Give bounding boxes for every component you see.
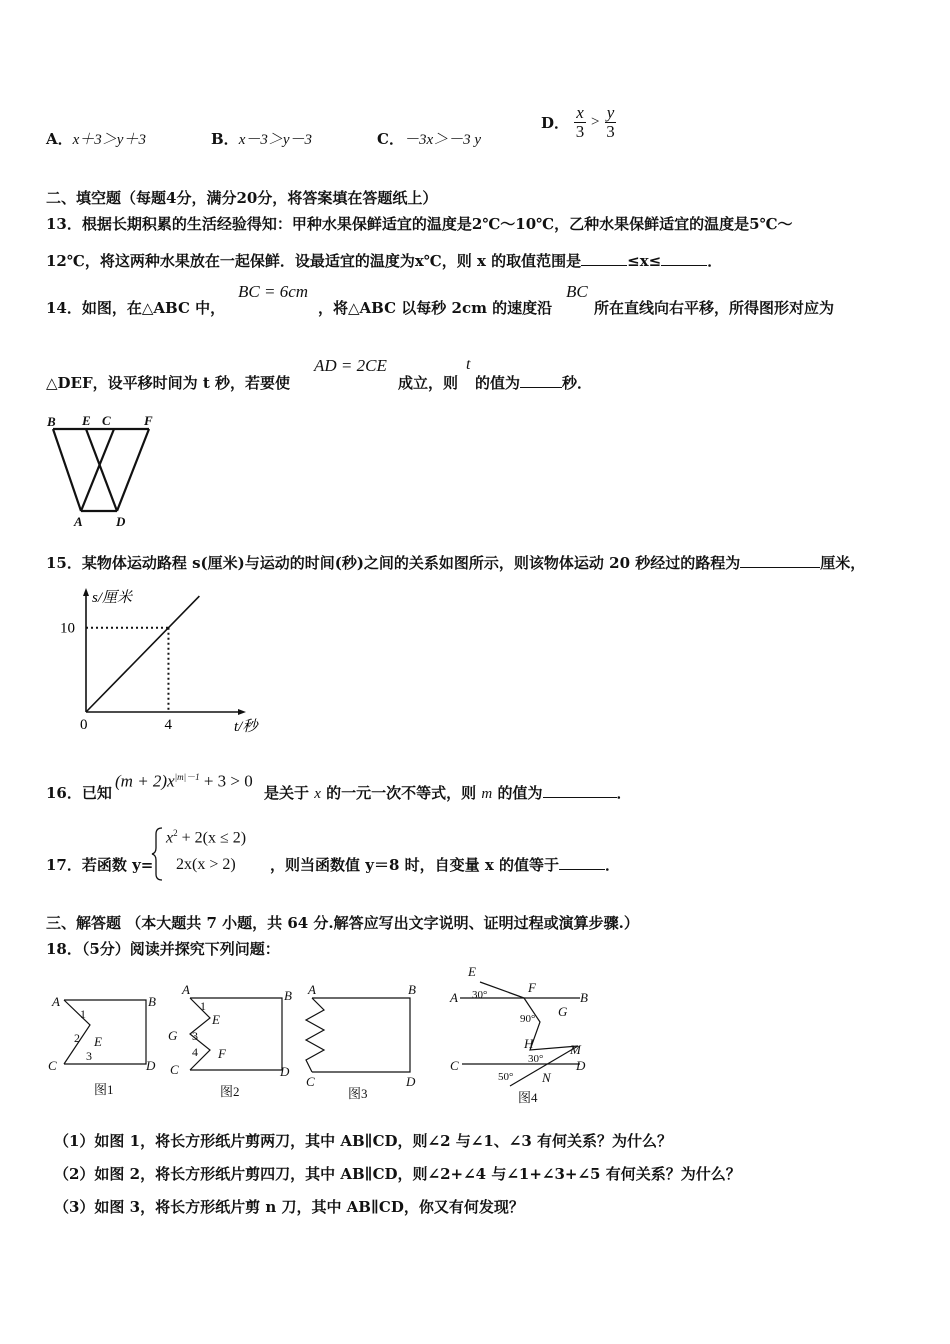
y-axis-label: s/厘米 — [92, 590, 133, 606]
q18-sub3: （3）如图 3，将长方形纸片剪 n 刀，其中 AB∥CD，你又有何发现？ — [54, 1198, 524, 1216]
x-tick-label: 0 — [80, 717, 88, 733]
q14-math-bc: BC = 6cm — [238, 282, 309, 301]
q18-intro: 18．（5分）阅读并探究下列问题： — [46, 940, 280, 958]
q14-text: 14．如图，在△ABC 中， — [46, 299, 226, 317]
denominator: 3 — [575, 122, 585, 141]
option-label: A． — [46, 130, 73, 148]
q17-case1 — [166, 828, 246, 847]
fig3-label-0: A — [308, 982, 316, 997]
var-m: m — [481, 786, 493, 802]
fig1-caption: 图1 — [94, 1082, 114, 1097]
label-c: C — [102, 413, 111, 428]
option-label: C． — [377, 130, 404, 148]
q14-line2: △DEF，设平移时间为 t 秒，若要使 — [46, 374, 291, 392]
y-axis-arrow — [83, 588, 89, 596]
case-text: + 2(x ≤ 2) — [177, 829, 247, 847]
answer-blank[interactable] — [661, 251, 707, 266]
answer-blank[interactable] — [740, 553, 820, 568]
q14-math-ad: AD = 2CE — [314, 356, 387, 375]
x-tick-label: 4 — [164, 717, 172, 733]
fig4-label-3: A — [450, 990, 458, 1005]
q15-text: 15．某物体运动路程 s(厘米)与运动的时间(秒)之间的关系如图所示，则该物体运动 20 秒经过的路程为 — [46, 554, 741, 572]
fig1-label-4: E — [94, 1034, 102, 1049]
x-axis-label: t/秒 — [234, 719, 258, 735]
figure-3 — [306, 998, 410, 1072]
fig2-label-5: 3 — [192, 1029, 198, 1043]
line-ac — [81, 429, 114, 511]
fig3-zigzag — [306, 998, 324, 1072]
fig3-label-2: C — [306, 1074, 315, 1089]
fig2-label-9: D — [280, 1064, 290, 1079]
q14-math-bc2: BC — [566, 282, 588, 301]
option-label: B． — [211, 130, 239, 148]
label-d: D — [116, 514, 126, 529]
q13-end: ． — [707, 252, 723, 270]
q16-text-b: 的一元一次不等式，则 — [326, 784, 477, 802]
fig2-label-0: A — [182, 982, 190, 997]
fig4-label-13: D — [576, 1058, 586, 1073]
fig2-label-1: B — [284, 988, 292, 1003]
fig2-label-8: C — [170, 1062, 179, 1077]
case-text: x — [166, 829, 174, 847]
line-df — [117, 429, 149, 511]
q13-line1: 13．根据长期积累的生活经验得知：甲种水果保鲜适宜的温度是2℃～10℃，乙种水果保鲜适宜的温度是5℃～ — [46, 215, 793, 233]
fig4-label-12: N — [542, 1070, 551, 1085]
q14-line1 — [46, 297, 225, 318]
q13-line2 — [46, 250, 722, 271]
fig2-label-3: E — [212, 1012, 220, 1027]
option-expr: －3x＞－3 y — [403, 132, 482, 148]
exponent: 2 — [173, 828, 178, 838]
fraction-y-over-3 — [605, 104, 617, 141]
option-expr: x＋3＞y＋3 — [72, 132, 146, 148]
q16-inequality — [115, 770, 253, 792]
q16-end: ． — [616, 784, 632, 802]
fig4-label-8: 30° — [528, 1053, 544, 1065]
fig4-label-2: F — [528, 980, 536, 995]
fig2-label-6: 4 — [192, 1045, 198, 1059]
series-line — [86, 596, 199, 712]
q14-text: 秒． — [562, 374, 593, 392]
q12-option-a — [46, 128, 146, 149]
label-b: B — [47, 414, 56, 429]
fig4-label-9: M — [570, 1042, 581, 1057]
fig4-label-1: 30° — [472, 989, 488, 1001]
expr-part: + 3 > 0 — [199, 771, 253, 791]
q14-line1b: ，将△ABC 以每秒 2cm 的速度沿 — [318, 299, 553, 317]
q15-distance-time-chart — [58, 586, 258, 735]
fig4-label-6: G — [558, 1004, 568, 1019]
var-x: x — [314, 786, 321, 802]
option-expr: x－3＞y－3 — [238, 132, 313, 148]
fraction-x-over-3 — [574, 104, 586, 141]
q18-sub2: （2）如图 2，将长方形纸片剪四刀，其中 AB∥CD，则∠2+∠4 与∠1+∠3+∠5 有何关系？为什么？ — [54, 1165, 741, 1183]
denominator: 3 — [606, 122, 615, 141]
fig1-label-2: 1 — [80, 1007, 86, 1021]
fig2-label-2: 1 — [200, 999, 206, 1013]
line-ba — [53, 429, 81, 511]
line-ed — [86, 429, 117, 511]
fig4-label-5: 90° — [520, 1013, 536, 1025]
answer-blank[interactable] — [520, 373, 562, 388]
fig2-caption: 图2 — [220, 1084, 240, 1099]
q14-math-t: t — [466, 356, 471, 373]
q16-text — [264, 782, 632, 803]
q18-figures — [40, 960, 600, 1110]
label-f: F — [144, 413, 153, 428]
fig2-label-7: F — [218, 1046, 226, 1061]
numerator: y — [606, 103, 615, 122]
answer-blank[interactable] — [543, 783, 617, 798]
label-e: E — [82, 413, 91, 428]
piecewise-brace — [150, 826, 166, 882]
q14-line2b: 成立，则 — [398, 374, 459, 392]
label-a: A — [74, 514, 83, 529]
q12-option-c — [377, 128, 481, 149]
q14-line1c: 所在直线向右平移，所得图形对应为 — [594, 299, 835, 317]
q16-text-a: 是关于 — [264, 784, 310, 802]
fig4-caption: 图4 — [518, 1090, 538, 1105]
numerator: x — [576, 103, 584, 122]
q17-label: 17．若函数 y= — [46, 856, 154, 874]
fig3-label-1: B — [408, 982, 416, 997]
fig1-label-3: 2 — [74, 1031, 80, 1045]
q16-text-c: 的值为 — [497, 784, 543, 802]
q13-mid: ≤x≤ — [627, 252, 662, 270]
fig4-label-10: C — [450, 1058, 459, 1073]
exponent: |m|－1 — [174, 772, 200, 782]
q17-end: ． — [605, 856, 621, 874]
q17-case2: 2x(x > 2) — [176, 856, 236, 873]
expr-part: (m + 2)x — [115, 771, 175, 791]
q16-label: 16．已知 — [46, 784, 112, 802]
q14-text: 的值为 — [475, 374, 521, 392]
fig4-label-11: 50° — [498, 1071, 514, 1083]
q13-text: 12℃，将这两种水果放在一起保鲜．设最适宜的温度为x℃，则 x 的取值范围是 — [46, 252, 582, 270]
q12-option-b — [211, 128, 312, 149]
fig3-label-3: D — [406, 1074, 416, 1089]
q15-line — [46, 552, 865, 573]
q14-line2c — [475, 372, 592, 393]
q18-sub1: （1）如图 1，将长方形纸片剪两刀，其中 AB∥CD，则∠2 与∠1、∠3 有何关系？为什么？ — [54, 1132, 672, 1150]
fig1-label-5: 3 — [86, 1049, 92, 1063]
fig1-label-1: B — [148, 994, 156, 1009]
fig3-rectangle — [312, 998, 410, 1072]
q15-unit: 厘米， — [820, 554, 866, 572]
option-label: D． — [541, 114, 570, 132]
q12-option-d — [541, 104, 616, 141]
section-3-heading: 三、解答题 （本大题共 7 小题，共 64 分.解答应写出文字说明、证明过程或演算步骤.） — [46, 914, 639, 932]
fig4-label-7: H — [524, 1036, 534, 1051]
fig2-label-4: G — [168, 1028, 178, 1043]
section-2-heading: 二、填空题（每题4分，满分20分，将答案填在答题纸上） — [46, 189, 438, 207]
fig4-label-4: B — [580, 990, 588, 1005]
q14-triangle-figure — [44, 412, 164, 534]
fig1-label-6: C — [48, 1058, 57, 1073]
fig3-caption: 图3 — [348, 1086, 368, 1101]
x-axis-arrow — [238, 709, 246, 715]
q17-question: ，则当函数值 y＝8 时，自变量 x 的值等于 — [270, 856, 559, 874]
y-tick-label: 10 — [60, 620, 75, 637]
answer-blank[interactable] — [559, 855, 605, 870]
fig1-label-0: A — [52, 994, 60, 1009]
fig1-label-7: D — [146, 1058, 156, 1073]
q17-text — [270, 854, 620, 875]
fig4-label-0: E — [468, 964, 476, 979]
gt-sign: > — [591, 114, 600, 130]
answer-blank[interactable] — [581, 251, 627, 266]
